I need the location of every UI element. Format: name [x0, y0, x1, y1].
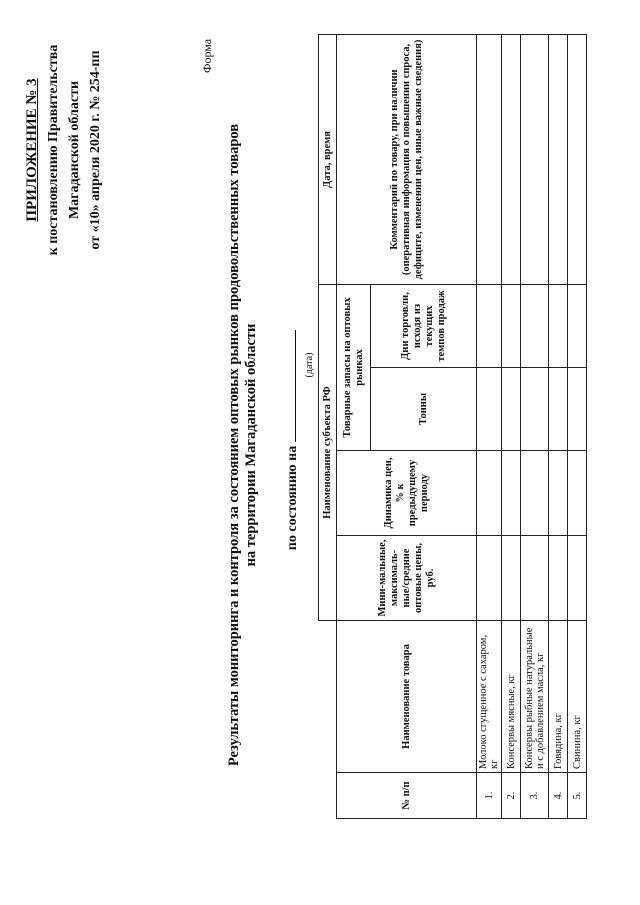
appendix-line-4: от «10» апреля 2020 г. № 254-пп [88, 50, 103, 250]
row-number: 4. [549, 773, 568, 819]
empty-cell [477, 451, 502, 536]
stocks-group-header: Товарные запасы на оптовых рынках [337, 285, 371, 451]
empty-cell [502, 451, 521, 536]
as-of-line [283, 290, 301, 590]
empty-cell [477, 536, 502, 621]
as-of-label: по состоянию на [285, 445, 300, 551]
appendix-line-3: Магаданской области [67, 80, 82, 220]
table-row [502, 35, 521, 819]
heading-line-1: Результаты мониторинга и контроля за состоянием оптовых рынков продовольственных товаров [226, 123, 242, 767]
appendix-block [22, 0, 106, 300]
empty-cell [568, 285, 587, 368]
empty-cell [502, 35, 521, 285]
row-number: 1. [477, 773, 502, 819]
empty-cell [549, 536, 568, 621]
empty-cell [502, 368, 521, 451]
monitoring-table [318, 34, 587, 819]
empty-cell [549, 285, 568, 368]
appendix-title: ПРИЛОЖЕНИЕ № 3 [24, 78, 40, 222]
tons-column-header: Тонны [371, 368, 477, 451]
date-hint: (дата) [304, 352, 315, 378]
empty-cell [521, 536, 549, 621]
table-row [568, 35, 587, 819]
empty-cell [502, 536, 521, 621]
row-number: 3. [521, 773, 549, 819]
empty-cell [521, 451, 549, 536]
form-label: Форма [200, 38, 214, 73]
blank-corner-cell [319, 621, 337, 819]
comment-column-header: Комментарий по товару, при наличии (оперативная информация о повышении спроса, дефиците, изменении цен, иные важные сведения) [337, 35, 477, 285]
empty-cell [568, 451, 587, 536]
row-number: 2. [502, 773, 521, 819]
document-heading [226, 95, 260, 795]
table-row [521, 35, 549, 819]
empty-cell [549, 368, 568, 451]
empty-cell [568, 35, 587, 285]
product-name: Консервы рыбные натуральные и с добавлением масла, кг [521, 621, 549, 773]
datetime-header: Дата, время [319, 35, 337, 285]
table-row [477, 35, 502, 819]
empty-cell [477, 368, 502, 451]
appendix-line-2: к постановлению Правительства [46, 44, 61, 256]
heading-line-2: на территории Магаданской области [243, 323, 259, 567]
row-number: 5. [568, 773, 587, 819]
trade-days-column-header: Дни торговли, исходя из текущих темпов продаж [371, 285, 477, 368]
product-name: Говядина, кг [549, 621, 568, 773]
table-row [549, 35, 568, 819]
num-column-header: № п/п [337, 773, 477, 819]
empty-cell [521, 35, 549, 285]
price-dynamics-column-header: Динамика цен, % к предыдущему периоду [337, 451, 477, 536]
product-name: Молоко сгущенное с сахаром, кг [477, 621, 502, 773]
empty-cell [521, 368, 549, 451]
empty-cell [521, 285, 549, 368]
empty-cell [477, 285, 502, 368]
empty-cell [502, 285, 521, 368]
product-name: Свинина, кг [568, 621, 587, 773]
empty-cell [549, 451, 568, 536]
empty-cell [477, 35, 502, 285]
product-name-column-header: Наименование товара [337, 621, 477, 773]
empty-cell [568, 536, 587, 621]
product-name: Консервы мясные, кг [502, 621, 521, 773]
region-name-header: Наименование субъекта РФ [319, 285, 337, 621]
date-blank-field [283, 330, 296, 442]
empty-cell [568, 368, 587, 451]
empty-cell [549, 35, 568, 285]
prices-column-header: Мини-мальные, максималь-ные/средние оптовые цены, руб. [337, 536, 477, 621]
